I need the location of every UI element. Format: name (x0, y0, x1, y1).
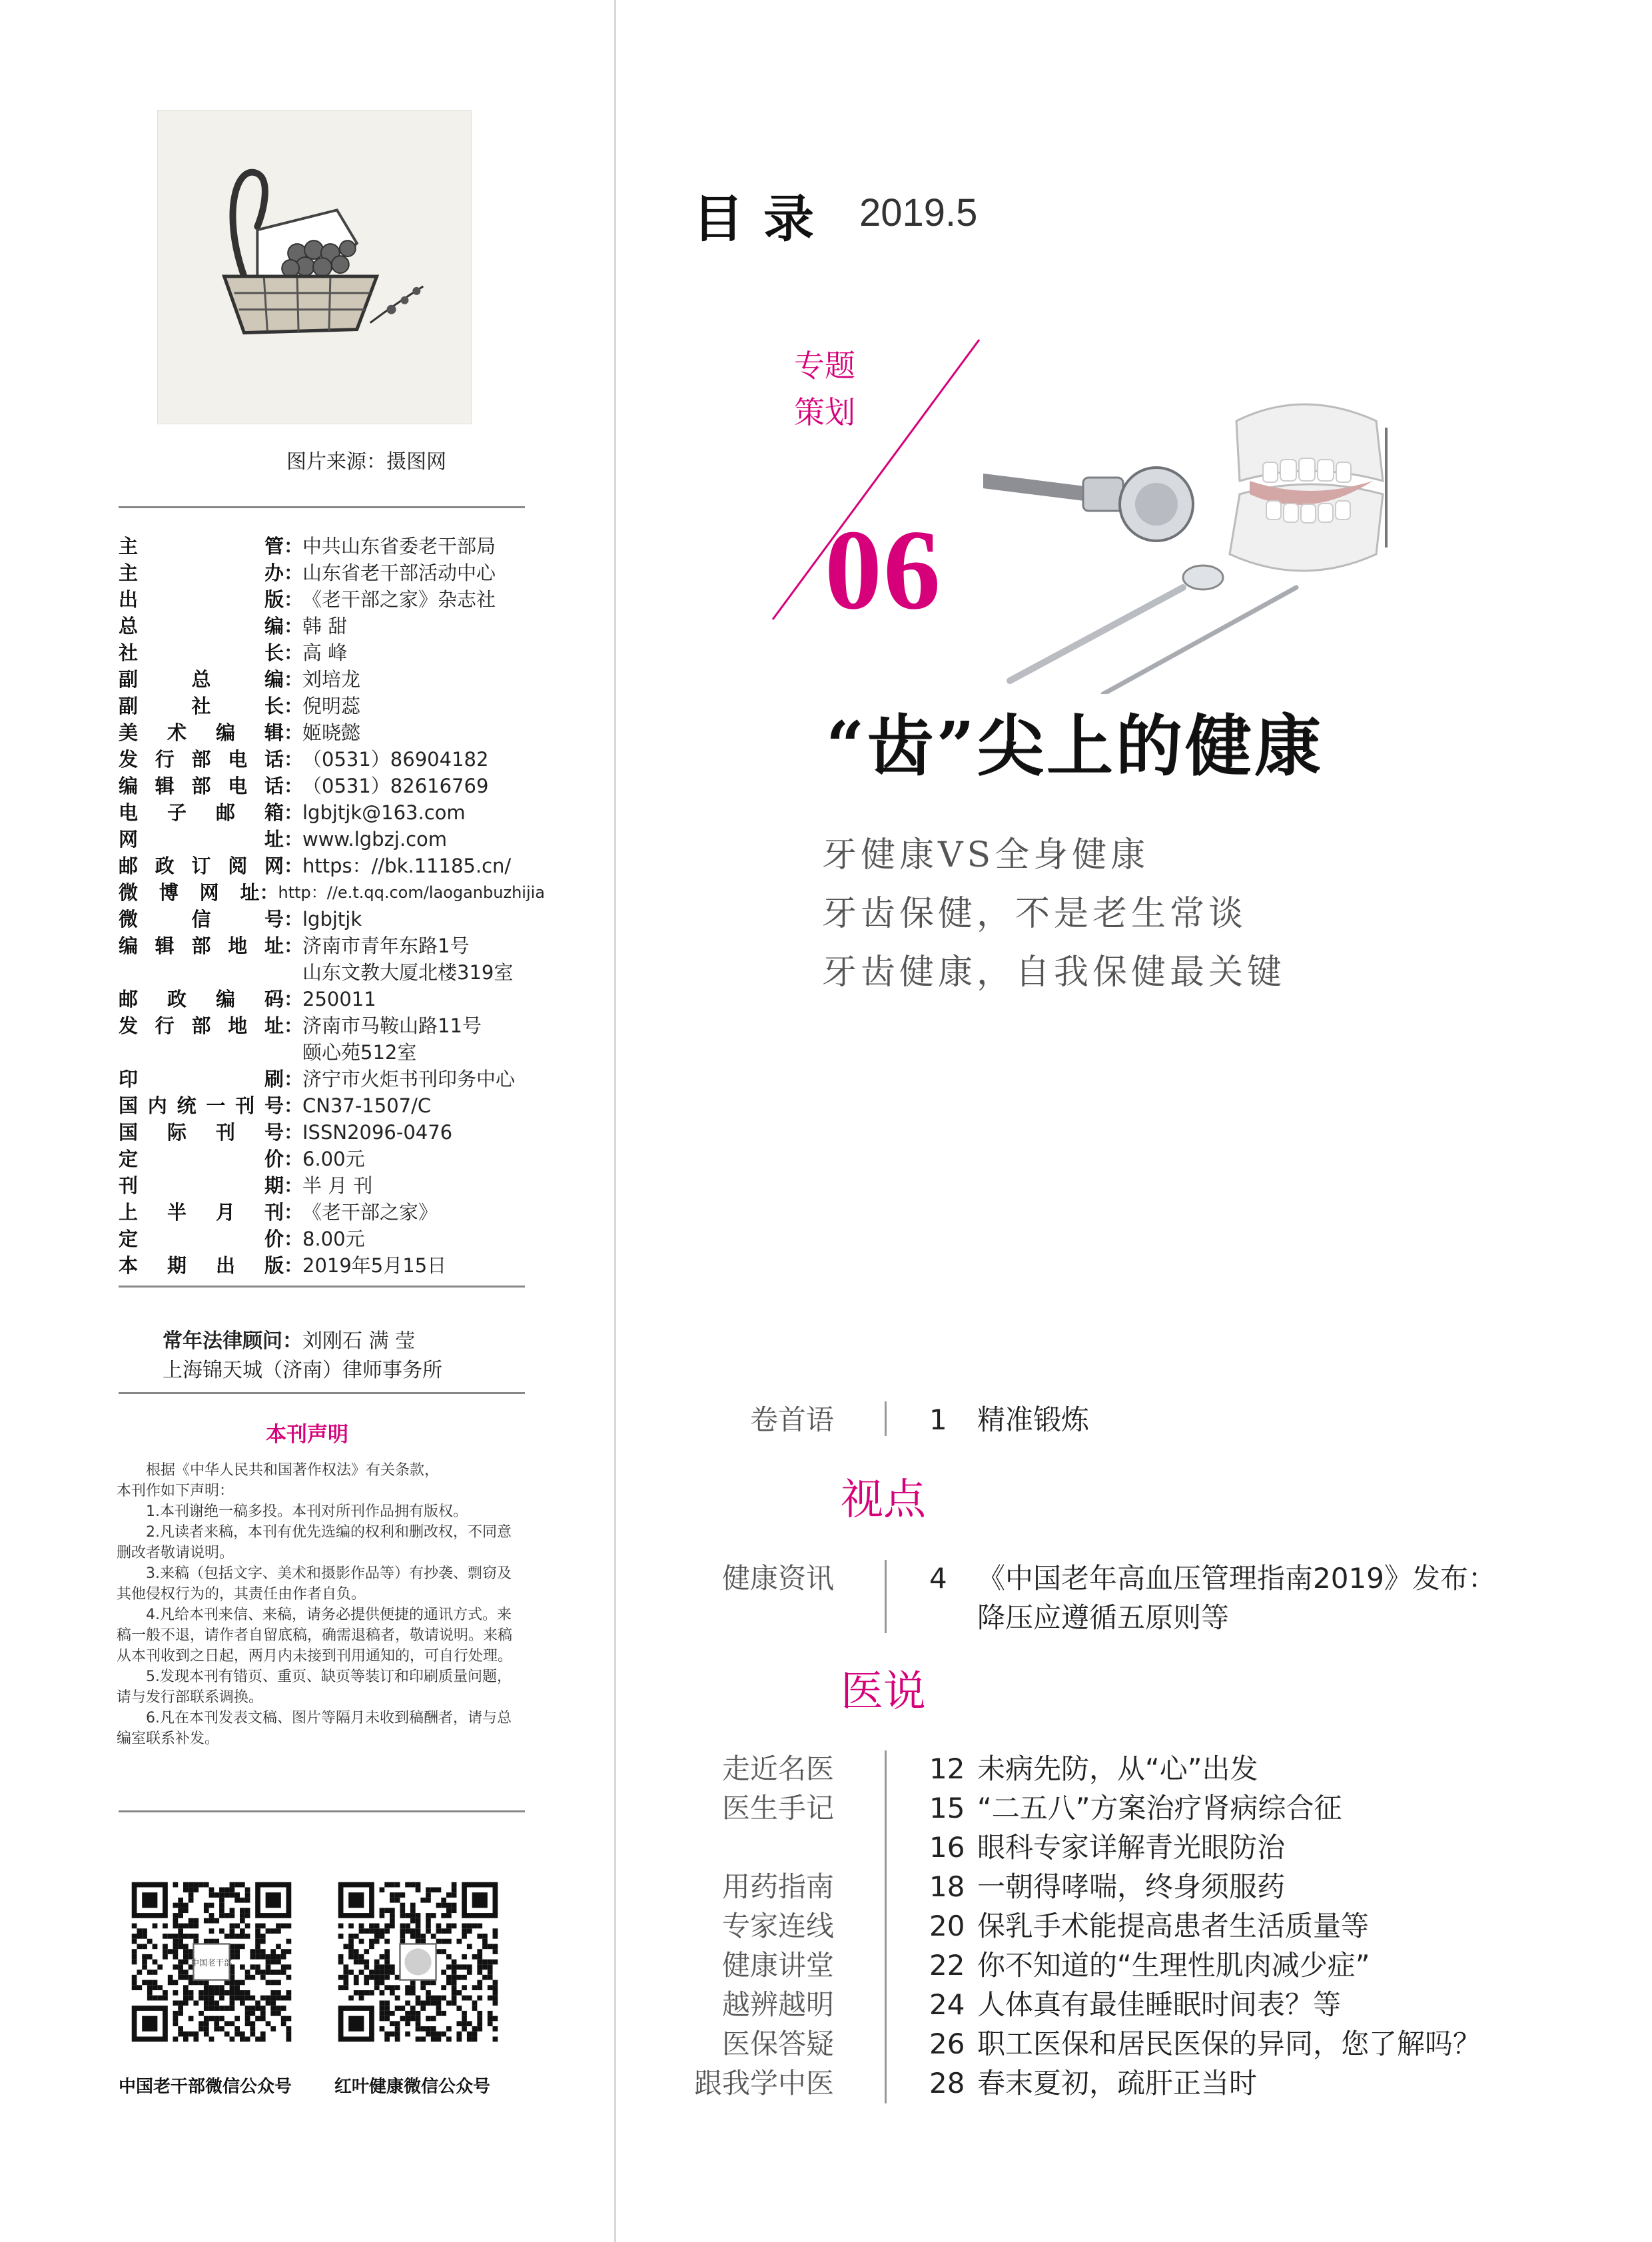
masthead-value: https：//bk.11185.cn/ (302, 855, 512, 877)
toc-separator (885, 1750, 887, 2103)
masthead-label: 邮 政 编 码 (119, 988, 284, 1010)
toc-category: 越辨越明 (721, 1988, 834, 2021)
toc-category: 健康资讯 (721, 1562, 834, 1595)
masthead-value: （0531）82616769 (302, 775, 489, 797)
toc-page: 16 (929, 1831, 965, 1864)
masthead-row (119, 666, 545, 693)
masthead-row (119, 799, 545, 826)
masthead-label: 印 刷 (119, 1068, 284, 1090)
feature-subtitle[interactable]: 牙健康VS全身健康 (822, 835, 1150, 875)
toc-entry-title: “二五八”方案治疗肾病综合征 (977, 1792, 1342, 1824)
masthead-value: 中共山东省委老干部局 (302, 535, 496, 558)
toc-entry-title: 保乳手术能提高患者生活质量等 (977, 1910, 1370, 1942)
toc-entry-continuation: 降压应遵循五原则等 (977, 1601, 1230, 1634)
feature-subtitle[interactable]: 牙齿保健，不是老生常谈 (822, 894, 1248, 934)
dental-model-photo (983, 388, 1410, 694)
masthead-colon: ： (284, 934, 304, 957)
masthead-label: 发 行 部 地 址 (119, 1014, 284, 1037)
masthead-value: 250011 (302, 988, 376, 1010)
feature-subtitle[interactable]: 牙齿健康，自我保健最关键 (822, 952, 1286, 992)
masthead-value: 济南市青年东路1号 山东文教大厦北楼319室 (302, 934, 514, 984)
masthead-colon: ： (284, 1174, 304, 1197)
masthead-value: www.lgbzj.com (302, 828, 448, 851)
toc-page: 12 (929, 1752, 965, 1785)
feature-title[interactable]: “齿”尖上的健康 (826, 707, 1324, 785)
masthead-value: （0531）86904182 (302, 748, 489, 771)
toc-entry[interactable] (929, 1400, 1089, 1439)
qr-badge-text: 中国老干部 (191, 1958, 232, 1968)
toc-separator (885, 1560, 887, 1633)
masthead-value: lgbjtjk@163.com (302, 801, 466, 824)
masthead-colon: ： (284, 561, 304, 584)
feature-page-number[interactable]: 06 (825, 507, 942, 633)
masthead-row (119, 639, 545, 666)
masthead-label: 定 价 (119, 1148, 284, 1170)
toc-page: 28 (929, 2067, 965, 2099)
counsel-firm: 上海锦天城（济南）律师事务所 (163, 1359, 442, 1382)
masthead-colon: ： (284, 801, 304, 824)
toc-category: 用药指南 (721, 1870, 834, 1903)
toc-entry[interactable] (929, 1867, 1285, 1906)
toc-category: 走近名医 (721, 1752, 834, 1785)
masthead-colon: ： (284, 828, 304, 851)
masthead-colon: ： (284, 1068, 304, 1090)
masthead-label: 刊 期 (119, 1174, 284, 1197)
masthead-label: 网 址 (119, 828, 284, 851)
masthead-value: 刘培龙 (302, 668, 361, 691)
masthead-row (119, 693, 545, 719)
toc-entry[interactable] (929, 2063, 1257, 2103)
masthead-row (119, 1146, 545, 1172)
feature-subtitles (822, 826, 1286, 1002)
masthead-row (119, 826, 545, 853)
masthead-value: http：//e.t.qq.com/laoganbuzhijia (278, 883, 545, 902)
masthead-label: 国 内 统 一 刊 号 (119, 1094, 284, 1117)
masthead-value: 2019年5月15日 (302, 1254, 447, 1277)
toc-page: 20 (929, 1910, 965, 1942)
masthead-colon: ： (284, 1254, 304, 1277)
section-heading: 视点 (841, 1475, 926, 1525)
toc-category: 跟我学中医 (693, 2067, 834, 2099)
declaration-paragraph: 根据《中华人民共和国著作权法》有关条款， (146, 1462, 440, 1479)
declaration-paragraph: 1.本刊谢绝一稿多投。本刊对所刊作品拥有版权。 (146, 1503, 468, 1520)
masthead-value: 《老干部之家》杂志社 (302, 588, 496, 611)
masthead-row (119, 853, 545, 879)
special-label-line: 策划 (794, 394, 855, 430)
masthead-colon: ： (284, 641, 304, 664)
toc-entry[interactable] (929, 1788, 1342, 1828)
masthead-row (119, 613, 545, 639)
masthead-colon: ： (284, 588, 304, 611)
masthead-label: 社 长 (119, 641, 284, 664)
toc-category: 专家连线 (721, 1910, 834, 1942)
masthead-value: 山东省老干部活动中心 (302, 561, 496, 584)
masthead-label: 编 辑 部 电 话 (119, 775, 284, 797)
masthead-value: lgbjtjk (302, 908, 362, 931)
masthead-row (119, 1199, 545, 1226)
toc-page: 22 (929, 1949, 965, 1982)
toc-entry[interactable] (929, 1946, 1370, 1985)
toc-entry[interactable] (929, 2024, 1481, 2063)
masthead-label: 编 辑 部 地 址 (119, 934, 284, 957)
masthead-value: 半 月 刊 (302, 1174, 373, 1197)
qr-caption: 中国老干部微信公众号 (119, 2077, 292, 2097)
masthead-value: 济宁市火炬书刊印务中心 (302, 1068, 516, 1090)
masthead-row (119, 773, 545, 799)
masthead-label: 定 价 (119, 1228, 284, 1250)
masthead-colon: ： (284, 1228, 304, 1250)
masthead-value: 姬晓懿 (302, 721, 361, 744)
declaration-paragraph: 6.凡在本刊发表文稿、图片等隔月未收到稿酬者，请与总编室联系补发。 (117, 1710, 512, 1747)
toc-page: 18 (929, 1870, 965, 1903)
masthead-row (119, 560, 545, 586)
masthead-label: 主 管 (119, 535, 284, 558)
toc-entry[interactable] (929, 1906, 1369, 1946)
declaration-title: 本刊声明 (266, 1423, 348, 1447)
masthead-label: 微 信 号 (119, 908, 284, 931)
counsel-label: 常年法律顾问： (163, 1329, 302, 1353)
masthead-label: 出 版 (119, 588, 284, 611)
toc-entry-title: 《中国老年高血压管理指南2019》发布： (977, 1562, 1496, 1595)
masthead-label: 本 期 出 版 (119, 1254, 284, 1277)
toc-entry-title: 一朝得哮喘，终身须服药 (977, 1870, 1286, 1903)
masthead-colon: ： (284, 721, 304, 744)
issue-date: 2019.5 (859, 191, 978, 234)
masthead-row (119, 1172, 545, 1199)
toc-entry[interactable] (929, 1985, 1341, 2024)
masthead-value: 《老干部之家》 (302, 1201, 438, 1224)
toc-page: 24 (929, 1988, 965, 2021)
image-credit: 图片来源：摄图网 (286, 450, 446, 474)
declaration-paragraph: 3.来稿（包括文字、美术和摄影作品等）有抄袭、剽窃及其他侵权行为的，其责任由作者自负。 (117, 1565, 512, 1603)
masthead-value: 高 峰 (302, 641, 348, 664)
masthead-value: 韩 甜 (302, 615, 348, 637)
masthead-value: 济南市马鞍山路11号 颐心苑512室 (302, 1014, 482, 1064)
masthead-colon: ： (284, 908, 304, 931)
masthead-row (119, 1119, 545, 1146)
masthead-colon: ： (284, 1201, 304, 1224)
toc-separator (885, 1401, 887, 1436)
toc-entry-title: 人体真有最佳睡眠时间表？等 (977, 1988, 1342, 2021)
divider (119, 1392, 525, 1394)
masthead-row (119, 879, 545, 906)
masthead-label: 副 社 长 (119, 695, 284, 717)
masthead-colon: ： (284, 695, 304, 717)
toc-entry[interactable] (929, 1828, 1285, 1867)
toc-entry-title: 眼科专家详解青光眼防治 (977, 1831, 1286, 1864)
section-heading: 医说 (841, 1667, 926, 1716)
masthead-label: 邮 政 订 阅 网 (119, 855, 284, 877)
masthead-row (119, 586, 545, 613)
legal-counsel (163, 1327, 442, 1385)
masthead-label: 国 际 刊 号 (119, 1121, 284, 1144)
toc-page: 4 (929, 1562, 947, 1595)
masthead-row (119, 1012, 545, 1066)
divider (119, 506, 525, 508)
masthead-colon: ： (284, 775, 304, 797)
masthead-label: 副 总 编 (119, 668, 284, 691)
masthead-colon: ： (284, 535, 304, 558)
masthead-value: 8.00元 (302, 1228, 365, 1250)
toc-entry[interactable] (929, 1749, 1258, 1788)
basket-illustration (157, 110, 472, 424)
toc-entry[interactable] (929, 1559, 1496, 1637)
masthead (119, 533, 545, 1279)
masthead-colon: ： (284, 1148, 304, 1170)
toc-title: 目录 (693, 189, 834, 248)
masthead-value: ISSN2096-0476 (302, 1121, 453, 1144)
toc-category: 健康讲堂 (721, 1949, 834, 1982)
declaration-paragraph: 5.发现本刊有错页、重页、缺页等装订和印刷质量问题，请与发行部联系调换。 (117, 1669, 512, 1706)
masthead-label: 微 博 网 址 (119, 881, 260, 904)
toc-page: 1 (929, 1403, 947, 1436)
counsel-names: 刘刚石 满 莹 (302, 1329, 416, 1353)
toc-entry-title: 你不知道的“生理性肌肉减少症” (977, 1949, 1370, 1982)
masthead-row (119, 1092, 545, 1119)
masthead-row (119, 986, 545, 1012)
masthead-colon: ： (284, 668, 304, 691)
toc-category: 医保答疑 (721, 2028, 834, 2060)
masthead-colon: ： (284, 988, 304, 1010)
special-label-line: 专题 (794, 348, 855, 384)
toc-page: 26 (929, 2028, 965, 2060)
masthead-label: 总 编 (119, 615, 284, 637)
masthead-value: CN37-1507/C (302, 1094, 432, 1117)
toc-entry-title: 春末夏初，疏肝正当时 (977, 2067, 1258, 2099)
masthead-colon: ： (284, 1094, 304, 1117)
toc-category: 卷首语 (749, 1403, 834, 1436)
declaration-paragraph: 2.凡读者来稿，本刊有优先选编的权利和删改权，不同意删改者敬请说明。 (117, 1524, 512, 1561)
qr-caption: 红叶健康微信公众号 (334, 2077, 491, 2097)
toc-page: 15 (929, 1792, 965, 1824)
masthead-label: 发 行 部 电 话 (119, 748, 284, 771)
masthead-label: 电 子 邮 箱 (119, 801, 284, 824)
masthead-label: 主 办 (119, 561, 284, 584)
masthead-row (119, 906, 545, 933)
masthead-colon: ： (284, 615, 304, 637)
divider (119, 1286, 525, 1288)
masthead-row (119, 1252, 545, 1279)
masthead-row (119, 933, 545, 986)
declaration-paragraph: 本刊作如下声明： (117, 1483, 234, 1499)
masthead-value: 6.00元 (302, 1148, 365, 1170)
declaration-paragraph: 4.凡给本刊来信、来稿，请务必提供便捷的通讯方式。来稿一般不退，请作者自留底稿，确需退稿者，敬请说明。来稿从本刊收到之日起，两月内未接到刊用通知的，可自行处理。 (117, 1607, 513, 1665)
masthead-label: 上 半 月 刊 (119, 1201, 284, 1224)
masthead-value: 倪明蕊 (302, 695, 361, 717)
masthead-colon: ： (259, 881, 279, 904)
toc-entry-title: 精准锻炼 (977, 1403, 1090, 1436)
masthead-colon: ： (284, 748, 304, 771)
masthead-colon: ： (284, 855, 304, 877)
masthead-colon: ： (284, 1014, 304, 1037)
toc-category: 医生手记 (721, 1792, 834, 1824)
masthead-row (119, 746, 545, 773)
masthead-label: 美 术 编 辑 (119, 721, 284, 744)
toc-entry-title: 职工医保和居民医保的异同，您了解吗？ (977, 2028, 1481, 2060)
masthead-row (119, 719, 545, 746)
masthead-row (119, 1226, 545, 1252)
declaration-body (117, 1460, 524, 1749)
masthead-colon: ： (284, 1121, 304, 1144)
masthead-row (119, 533, 545, 560)
toc-entry-title: 未病先防，从“心”出发 (977, 1752, 1258, 1785)
masthead-row (119, 1066, 545, 1092)
